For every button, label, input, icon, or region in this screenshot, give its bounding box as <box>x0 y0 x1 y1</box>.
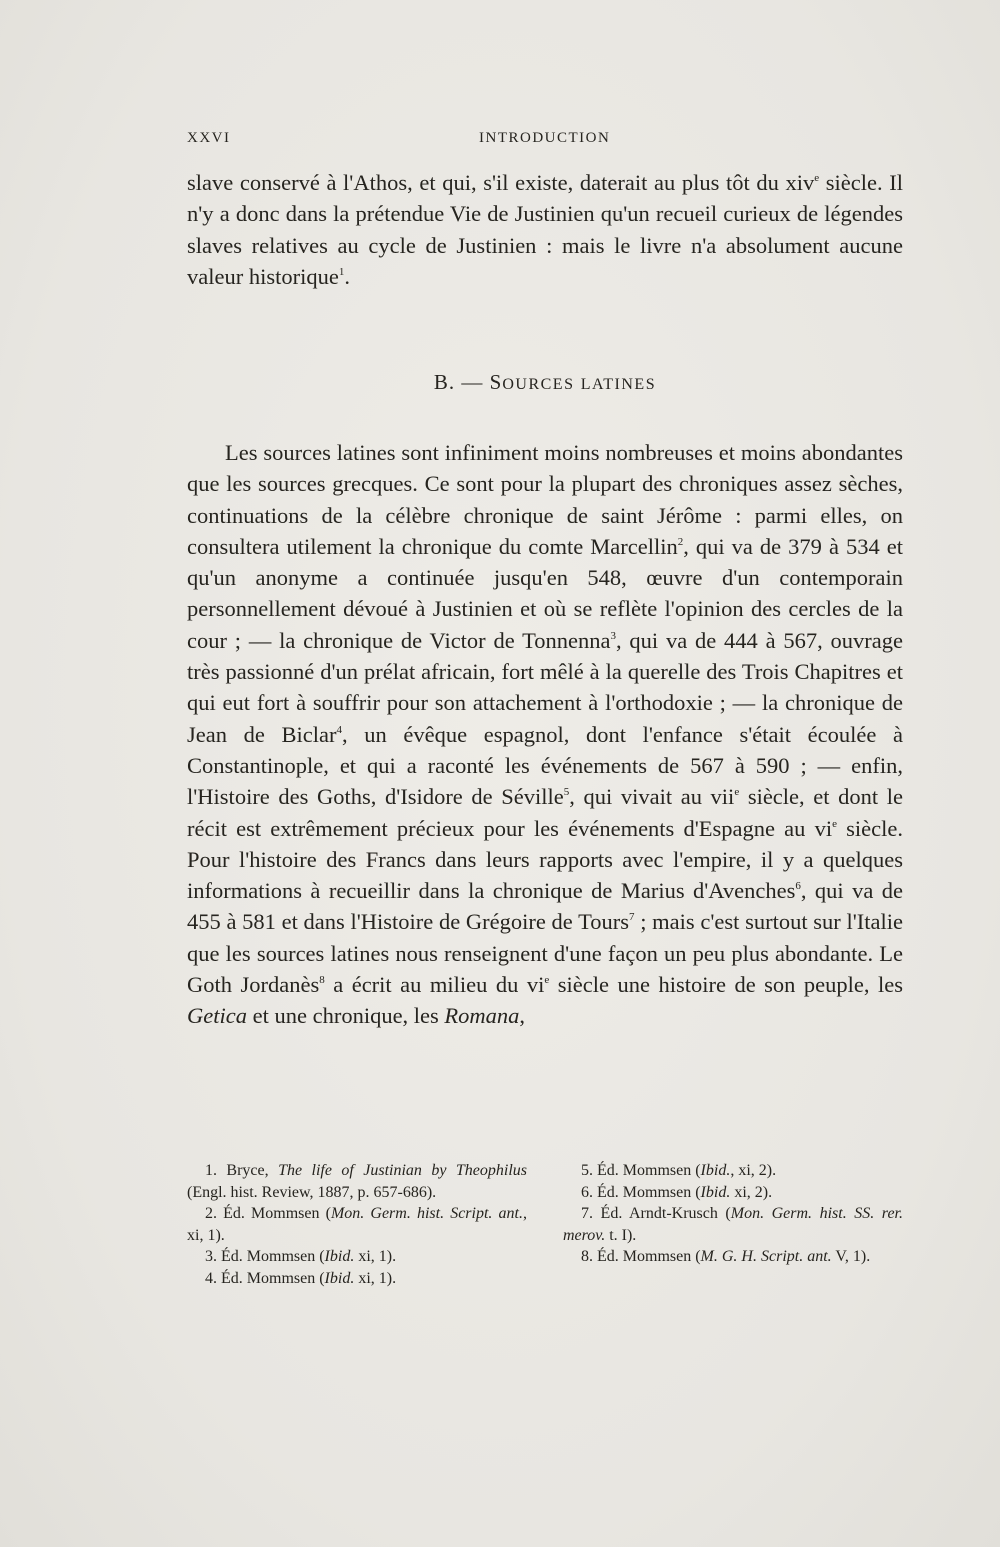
text-run: 1. Bryce, <box>205 1162 279 1179</box>
section-heading <box>187 370 903 395</box>
text-run: ; mais c'est surtout sur l'Italie que les sources latines nous renseignent d'une façon un peu plus abondante. Le Goth Jordanès <box>187 909 903 998</box>
text-run: 6. Éd. Mommsen ( <box>581 1183 701 1201</box>
text-run: (Engl. hist. Review, 1887, p. 657-686). <box>187 1183 437 1201</box>
text-run: xi, 1). <box>354 1269 397 1287</box>
footnote-ref-1: 1 <box>338 265 345 278</box>
page-number: XXVI <box>187 130 231 146</box>
text-run: 2. Éd. Mommsen ( <box>205 1205 331 1223</box>
footnote-ref-6: 6 <box>795 880 801 893</box>
footnote-8 <box>563 1246 903 1268</box>
section-letter: B. <box>433 370 456 394</box>
text-run: siècle une histoire de son peuple, les <box>549 972 904 998</box>
text-run: , un évêque espagnol, dont l'enfance s'était écoulée à Constantinople, et qui a raconté les événements de 567 à 590 ; — enfin, l'Histoire des Goths, d'Isidore de Séville <box>187 721 903 810</box>
text-run: siècle. Il n'y a donc dans la prétendue Vie de Justinien qu'un recueil curieux de légendes slaves relatives au cycle de Justinien : mais le livre n'a absolument aucune valeur historique <box>187 170 903 289</box>
footnote-7 <box>563 1203 903 1246</box>
text-run: t. I). <box>605 1226 637 1244</box>
italic-title: M. G. H. Script. ant. <box>700 1248 832 1266</box>
italic-title: Ibid. <box>324 1248 355 1266</box>
section-dash: — <box>455 370 490 394</box>
superscript: e <box>544 974 550 987</box>
text-run: , xi, 1). <box>187 1205 528 1244</box>
page-header <box>187 130 903 152</box>
footnote-ref-5: 5 <box>563 786 570 799</box>
section-title-cap: S <box>489 370 503 394</box>
footnote-4 <box>187 1268 527 1290</box>
text-run: 7. Éd. Arndt-Krusch ( <box>581 1205 731 1223</box>
text-run: slave conservé à l'Athos, et qui, s'il existe, daterait au plus tôt du xiv <box>187 170 815 195</box>
footnote-ref-8: 8 <box>319 974 325 987</box>
text-run: 5. Éd. Mommsen ( <box>581 1162 701 1179</box>
text-run: V, 1). <box>831 1248 871 1266</box>
superscript: e <box>734 786 740 799</box>
italic-title: Romana <box>444 1003 520 1029</box>
section-title-smallcaps: LATINES <box>580 376 657 393</box>
text-run: , qui vivait au vii <box>569 784 735 810</box>
text-run: , xi, 2). <box>730 1162 777 1179</box>
text-run: 3. Éd. Mommsen ( <box>205 1248 325 1266</box>
italic-title: Mon. Germ. hist. Script. ant. <box>330 1205 524 1223</box>
italic-title: Ibid. <box>700 1162 731 1179</box>
text-run: siècle, et dont le récit est extrêmement précieux pour les événements d'Espagne au vi <box>187 784 903 841</box>
text-run: . <box>344 263 350 289</box>
paragraph-2 <box>187 437 903 1032</box>
italic-title: Ibid. <box>324 1269 355 1287</box>
footnote-ref-7: 7 <box>629 911 635 924</box>
text-run: et une chronique, les <box>246 1003 445 1029</box>
text-run: , qui va de 444 à 567, ouvrage très passionné d'un prélat africain, fort mêlé à la querelle des Trois Chapitres et qui eut fort à souffrir pour son attachement à l'orthodoxie ; — la chronique de Jean de Biclar <box>187 627 903 747</box>
text-run: Les sources latines sont infiniment moins nombreuses et moins abondantes que les sources grecques. Ce sont pour la plupart des chroniques assez sèches, continuations de la célèbre chronique de saint Jérôme : parmi elles, on consultera utilement la chronique du comte Marcellin <box>187 440 903 559</box>
text-run: a écrit au milieu du vi <box>324 972 545 998</box>
italic-title: Getica <box>187 1003 247 1029</box>
text-run: , qui va de 379 à 534 et qu'un anonyme a continuée jusqu'en 548, œuvre d'un contemporain personnellement dévoué à Justinien et où se reflète l'opinion des cercles de la cour ; — la chronique de Victor de Tonnenna <box>187 533 903 653</box>
footnote-ref-4: 4 <box>336 723 342 736</box>
footnote-ref-2: 2 <box>677 535 684 548</box>
superscript: e <box>832 817 837 830</box>
text-run: siècle. Pour l'histoire des Francs dans leurs rapports avec l'empire, il y a quelques informations à recueillir dans la chronique de Marius d'Avenches <box>187 815 903 904</box>
italic-title: Mon. Germ. hist. SS. rer. merov. <box>563 1205 903 1244</box>
text-run: 4. Éd. Mommsen ( <box>205 1269 325 1287</box>
text-run: 8. Éd. Mommsen ( <box>581 1248 701 1266</box>
footnotes-right-column <box>563 1160 903 1268</box>
superscript: e <box>814 172 820 184</box>
text-run: , qui va de 455 à 581 et dans l'Histoire de Grégoire de Tours <box>187 878 903 935</box>
text-run: , <box>519 1003 526 1029</box>
footnote-5 <box>563 1160 903 1182</box>
footnotes-left-column <box>187 1160 527 1290</box>
footnote-ref-3: 3 <box>610 629 616 642</box>
footnote-6 <box>563 1182 903 1204</box>
text-run: xi, 2). <box>730 1183 773 1201</box>
section-title-smallcaps: OURCES <box>502 376 575 393</box>
italic-title: The life of Justinian by Theophilus <box>278 1162 528 1179</box>
footnote-1 <box>187 1160 527 1203</box>
running-title: INTRODUCTION <box>479 130 611 146</box>
footnote-2 <box>187 1203 527 1246</box>
footnote-3 <box>187 1246 527 1268</box>
italic-title: Ibid. <box>700 1183 731 1201</box>
text-run: xi, 1). <box>354 1248 397 1266</box>
paragraph-1 <box>187 167 903 292</box>
